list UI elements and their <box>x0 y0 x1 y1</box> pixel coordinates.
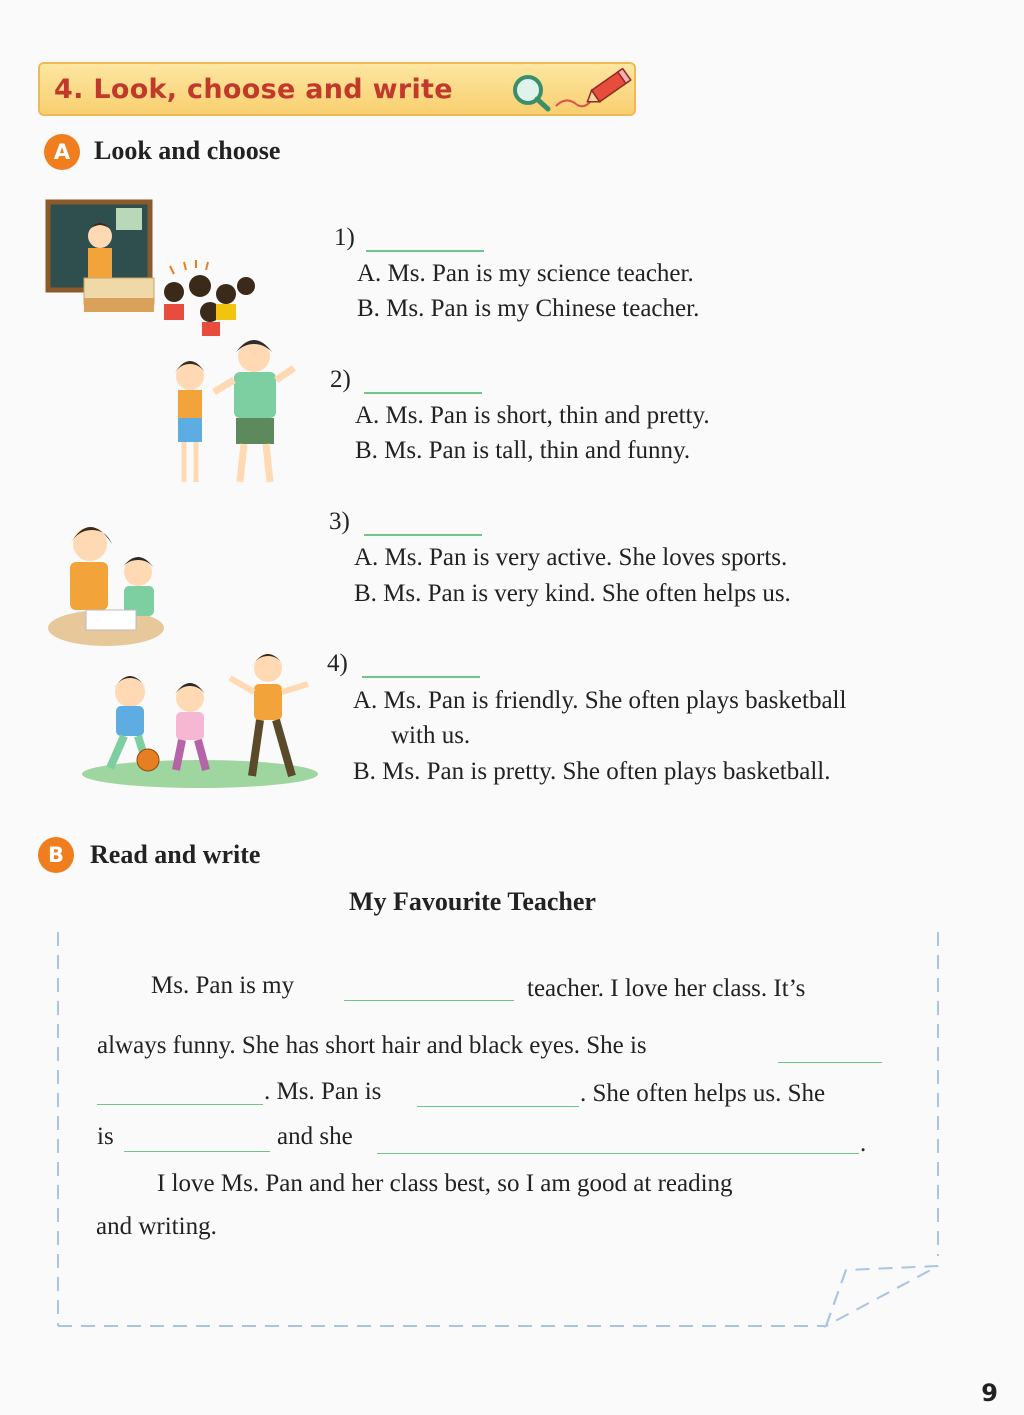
question-3-answer-blank[interactable] <box>364 534 482 536</box>
passage-line-5: I love Ms. Pan and her class best, so I am good at reading <box>157 1170 733 1197</box>
section-a-badge: A <box>44 134 80 170</box>
question-4-answer-blank[interactable] <box>362 676 480 678</box>
question-3-option-a: A. Ms. Pan is very active. She loves sports. <box>354 544 788 571</box>
question-2-option-b: B. Ms. Pan is tall, thin and funny. <box>355 437 691 464</box>
passage-blank-1[interactable] <box>344 1000 514 1001</box>
section-a-title: Look and choose <box>94 136 281 165</box>
question-1-option-b: B. Ms. Pan is my Chinese teacher. <box>357 295 700 322</box>
question-2-number: 2) <box>330 366 351 393</box>
passage-blank-6[interactable] <box>377 1153 859 1154</box>
passage-title: My Favourite Teacher <box>349 887 596 916</box>
passage-line-4-mid: and she <box>277 1123 353 1150</box>
question-4-option-a: A. Ms. Pan is friendly. She often plays basketball <box>353 687 847 714</box>
magnifier-pencil-icon <box>506 68 636 114</box>
passage-line-3-mid: . Ms. Pan is <box>264 1078 382 1105</box>
question-2-answer-blank[interactable] <box>364 392 482 394</box>
passage-line-2: always funny. She has short hair and black eyes. She is <box>97 1032 647 1059</box>
question-4-option-a-continued: with us. <box>391 722 471 749</box>
page-number: 9 <box>981 1379 998 1407</box>
title-banner <box>38 62 636 116</box>
question-3-number: 3) <box>329 508 350 535</box>
girl-and-teacher-illustration <box>156 332 306 492</box>
passage-line-1-start: Ms. Pan is my <box>151 972 295 999</box>
question-4-number: 4) <box>327 650 348 677</box>
passage-blank-3[interactable] <box>97 1104 263 1105</box>
passage-line-1-end: teacher. I love her class. It’s <box>527 975 806 1002</box>
page-title: 4. Look, choose and write <box>54 74 453 105</box>
section-b-title: Read and write <box>90 840 261 869</box>
passage-line-4-start: is <box>97 1123 114 1150</box>
passage-blank-5[interactable] <box>124 1151 270 1152</box>
basketball-illustration <box>80 648 320 790</box>
passage-blank-2[interactable] <box>778 1062 882 1063</box>
question-1-option-a: A. Ms. Pan is my science teacher. <box>357 260 694 287</box>
question-2-option-a: A. Ms. Pan is short, thin and pretty. <box>355 402 710 429</box>
teacher-helping-illustration <box>46 510 166 650</box>
passage-blank-4[interactable] <box>417 1106 579 1107</box>
classroom-illustration <box>44 194 260 340</box>
passage-line-4-end: . <box>860 1130 867 1157</box>
passage-line-3-end: . She often helps us. She <box>580 1080 826 1107</box>
section-b-badge: B <box>38 837 74 873</box>
question-1-number: 1) <box>334 224 355 251</box>
question-1-answer-blank[interactable] <box>366 250 484 252</box>
passage-line-6: and writing. <box>96 1213 217 1240</box>
question-3-option-b: B. Ms. Pan is very kind. She often helps us. <box>354 580 791 607</box>
question-4-option-b: B. Ms. Pan is pretty. She often plays basketball. <box>353 758 831 785</box>
